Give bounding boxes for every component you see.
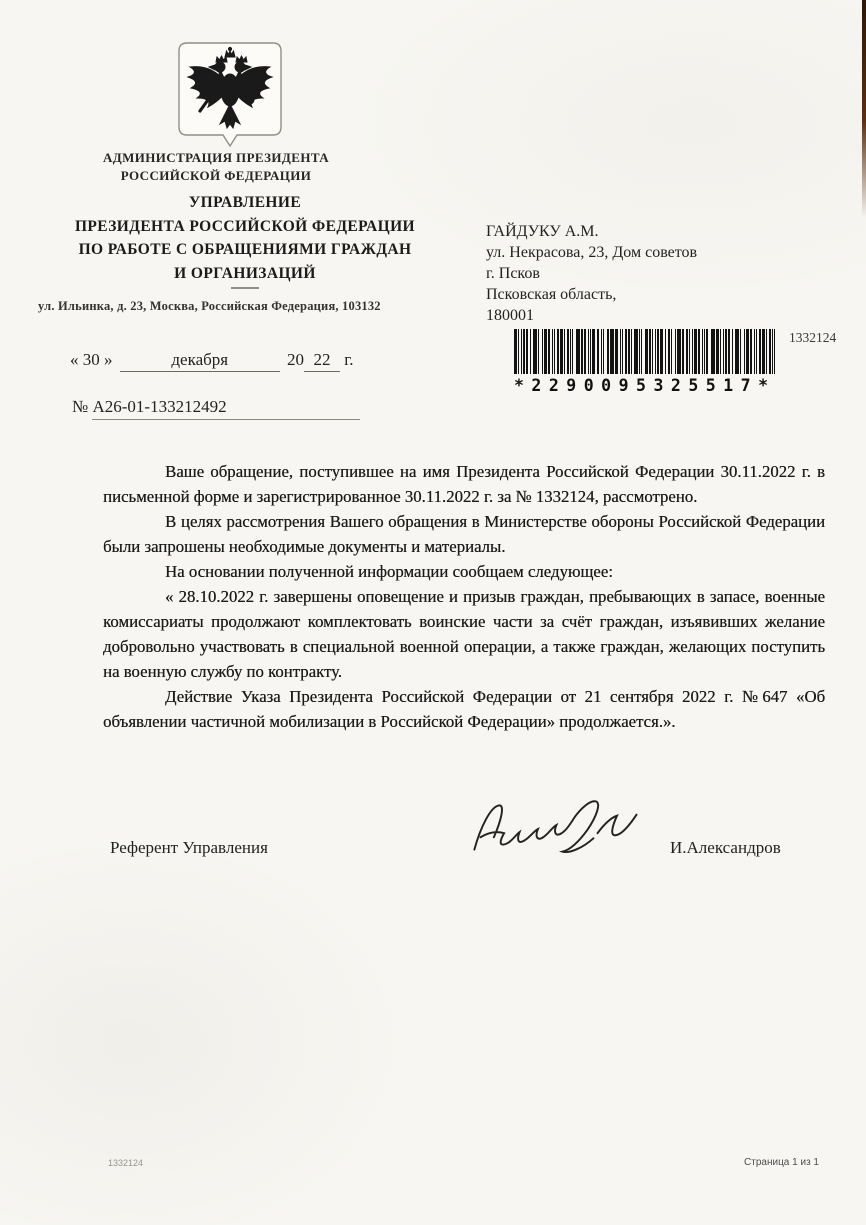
signer-position: Референт Управления (110, 838, 268, 857)
barcode-bars (514, 329, 786, 374)
date-day: « 30 » (70, 350, 113, 369)
recipient-line: 180001 (486, 307, 534, 325)
registration-number: 1332124 (789, 330, 837, 345)
paragraph: На основании полученной информации сообщаем следующее: (165, 562, 613, 581)
department-name (55, 191, 435, 285)
recipient-line: ул. Некрасова, 23, Дом советов (486, 244, 698, 262)
paragraph: Ваше обращение, поступившее на имя Президента Российской Федерации 30.11.2022 г. в письменной форме и зарегистрированное 30.11.2022 г. за № 1332124, рассмотрено. (103, 462, 825, 506)
paragraph: Действие Указа Президента Российской Федерации от 21 сентября 2022 г. №647 «Об объявлении частичной мобилизации в Российской Федерации» продолжается.». (103, 687, 825, 731)
barcode (514, 329, 786, 395)
department-line: И ОРГАНИЗАЦИЙ (174, 264, 316, 282)
sender-address: ул. Ильинка, д. 23, Москва, Российская Федерация, 103132 (38, 299, 381, 313)
russia-coat-of-arms-icon (174, 40, 286, 150)
recipient-line: ГАЙДУКУ А.М. (486, 223, 599, 240)
paragraph: В целях рассмотрения Вашего обращения в Министерстве обороны Российской Федерации были запрошены необходимые документы и материалы. (103, 512, 825, 556)
letter-number (72, 397, 360, 420)
footer-doc-number: 1332124 (108, 1158, 144, 1168)
handwritten-signature (460, 790, 655, 864)
signer-name: И.Александров (670, 838, 781, 857)
org-name-line2: РОССИЙСКОЙ ФЕДЕРАЦИИ (120, 167, 312, 183)
number-value: А26-01-133212492 (92, 397, 360, 420)
department-line: УПРАВЛЕНИЕ (188, 194, 302, 211)
department-line: ПРЕЗИДЕНТА РОССИЙСКОЙ ФЕДЕРАЦИИ (74, 217, 416, 235)
paragraph: « 28.10.2022 г. завершены оповещение и призыв граждан, пребывающих в запасе, военные комиссариаты продолжают комплектовать воинские части за счёт граждан, изъявивших желание добровольно участвовать в специальной военной операции, а также граждан, желающих поступить на военную службу по контракту. (103, 587, 825, 681)
date-year: 22 (304, 350, 340, 372)
org-name-line1: АДМИНИСТРАЦИЯ ПРЕЗИДЕНТА (102, 150, 330, 165)
separator-line (231, 287, 259, 289)
footer-page-indicator: Страница 1 из 1 (744, 1157, 819, 1168)
date-suffix: г. (344, 350, 354, 369)
department-line: ПО РАБОТЕ С ОБРАЩЕНИЯМИ ГРАЖДАН (78, 241, 412, 259)
recipient-line: Псковская область, (486, 286, 617, 304)
org-name (68, 149, 364, 184)
barcode-digits: *2290095325517* (514, 376, 776, 395)
number-label: № (72, 397, 89, 416)
scan-edge-artifact (862, 0, 866, 218)
letter-body (103, 459, 825, 734)
recipient-address (486, 221, 697, 327)
date-month: декабря (120, 350, 280, 372)
letter-date (70, 350, 354, 372)
date-year-prefix: 20 (287, 350, 304, 369)
recipient-line: г. Псков (486, 265, 540, 283)
